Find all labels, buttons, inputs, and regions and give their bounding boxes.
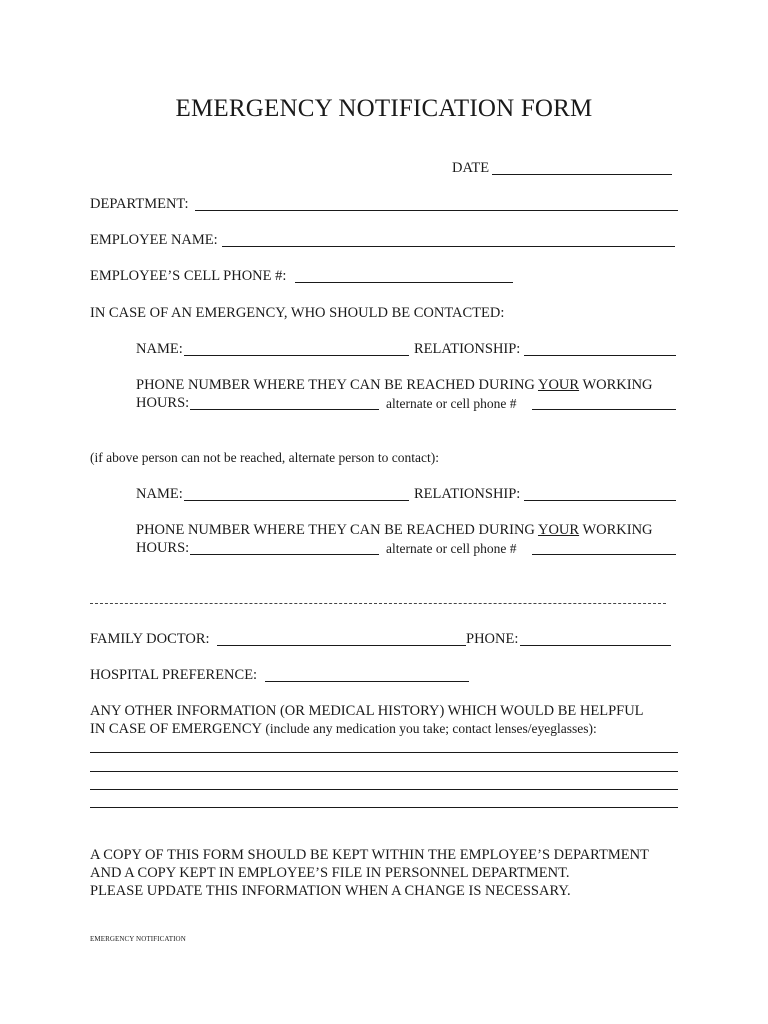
hospital-preference-label: HOSPITAL PREFERENCE: xyxy=(90,667,258,683)
contact1-name-label: NAME: xyxy=(136,341,183,357)
employee-name-field[interactable] xyxy=(222,246,675,247)
contact2-name-field[interactable] xyxy=(184,500,409,501)
contact2-hours-phone-field[interactable] xyxy=(190,554,379,555)
contact1-relationship-label: RELATIONSHIP: xyxy=(414,341,521,357)
contact1-phone-instruction: PHONE NUMBER WHERE THEY CAN BE REACHED DURING YOUR WORKING xyxy=(136,377,653,393)
family-doctor-label: FAMILY DOCTOR: xyxy=(90,631,210,647)
other-info-label-line1: ANY OTHER INFORMATION (OR MEDICAL HISTORY) WHICH WOULD BE HELPFUL xyxy=(90,703,644,719)
contact2-relationship-label: RELATIONSHIP: xyxy=(414,486,521,502)
other-info-line-3[interactable] xyxy=(90,789,678,790)
contact1-alternate-label: alternate or cell phone # xyxy=(386,396,517,411)
doctor-phone-field[interactable] xyxy=(520,645,671,646)
contact2-hours-label: HOURS: xyxy=(136,540,190,556)
contact1-hours-label: HOURS: xyxy=(136,395,190,411)
contact2-your-emphasis: YOUR xyxy=(537,522,580,538)
contact2-relationship-field[interactable] xyxy=(524,500,676,501)
form-title: EMERGENCY NOTIFICATION FORM xyxy=(175,95,593,122)
emergency-contact-question: IN CASE OF AN EMERGENCY, WHO SHOULD BE CONTACTED: xyxy=(90,305,505,321)
contact1-relationship-field[interactable] xyxy=(524,355,676,356)
employee-name-label: EMPLOYEE NAME: xyxy=(90,232,218,248)
notice-line-3: PLEASE UPDATE THIS INFORMATION WHEN A CHANGE IS NECESSARY. xyxy=(90,883,571,899)
alternate-contact-note: (if above person can not be reached, alternate person to contact): xyxy=(90,450,439,465)
contact1-your-emphasis: YOUR xyxy=(537,377,580,393)
notice-line-1: A COPY OF THIS FORM SHOULD BE KEPT WITHIN THE EMPLOYEE’S DEPARTMENT xyxy=(90,847,649,863)
contact2-name-label: NAME: xyxy=(136,486,183,502)
date-field[interactable] xyxy=(492,174,672,175)
department-field[interactable] xyxy=(195,210,678,211)
department-label: DEPARTMENT: xyxy=(90,196,189,212)
contact2-alternate-phone-field[interactable] xyxy=(532,554,676,555)
other-info-line-1[interactable] xyxy=(90,752,678,753)
other-info-line-4[interactable] xyxy=(90,807,678,808)
contact2-phone-instruction: PHONE NUMBER WHERE THEY CAN BE REACHED DURING YOUR WORKING xyxy=(136,522,653,538)
contact1-name-field[interactable] xyxy=(184,355,409,356)
notice-line-2: AND A COPY KEPT IN EMPLOYEE’S FILE IN PERSONNEL DEPARTMENT. xyxy=(90,865,570,881)
hospital-preference-field[interactable] xyxy=(265,681,469,682)
family-doctor-field[interactable] xyxy=(217,645,466,646)
doctor-phone-label: PHONE: xyxy=(466,631,519,647)
date-label: DATE xyxy=(452,160,490,176)
contact1-hours-phone-field[interactable] xyxy=(190,409,379,410)
other-info-line-2[interactable] xyxy=(90,771,678,772)
employee-cell-field[interactable] xyxy=(295,282,513,283)
contact1-alternate-phone-field[interactable] xyxy=(532,409,676,410)
dashed-divider xyxy=(90,603,666,604)
page-footer: EMERGENCY NOTIFICATION xyxy=(90,935,186,943)
other-info-label-line2: IN CASE OF EMERGENCY (include any medication you take; contact lenses/eyeglasses): xyxy=(90,721,597,737)
employee-cell-label: EMPLOYEE’S CELL PHONE #: xyxy=(90,268,287,284)
contact2-alternate-label: alternate or cell phone # xyxy=(386,541,517,556)
